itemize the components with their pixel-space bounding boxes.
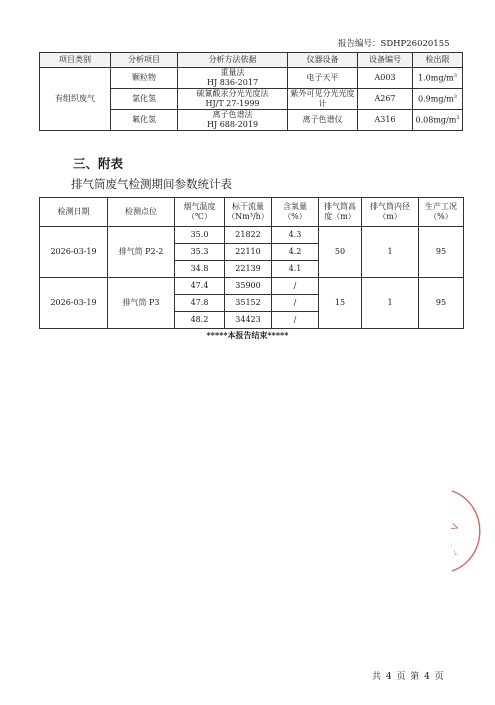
production-condition-cell: 95 <box>419 278 464 329</box>
flow-cell: 21822 <box>225 227 272 244</box>
date-cell: 2026-03-19 <box>40 278 108 329</box>
header-detection-limit: 检出限 <box>413 53 463 68</box>
header-method: 分析方法依据 <box>178 53 288 68</box>
item-cell: 颗粒物 <box>111 68 178 89</box>
category-cell: 有组织废气 <box>40 68 111 131</box>
analysis-method-table <box>39 52 463 131</box>
header-stack-diameter: 排气筒内径 （m） <box>362 198 419 227</box>
table-header-row <box>40 53 463 68</box>
flow-cell: 22110 <box>225 244 272 261</box>
temperature-cell: 35.0 <box>175 227 225 244</box>
equipment-id-cell: A003 <box>358 68 413 89</box>
method-cell: 重量法 HJ 836-2017 <box>178 68 288 89</box>
flow-cell: 22139 <box>225 261 272 278</box>
report-end-marker: *****本报告结束***** <box>206 330 289 340</box>
stack-height-cell: 50 <box>319 227 362 278</box>
header-date: 检测日期 <box>40 198 108 227</box>
production-condition-cell: 95 <box>419 227 464 278</box>
temperature-cell: 34.8 <box>175 261 225 278</box>
header-temperature: 烟气温度 （℃） <box>175 198 225 227</box>
stack-diameter-cell: 1 <box>362 278 419 329</box>
report-number: 报告编号：SDHP26020155 <box>338 39 450 49</box>
oxygen-cell: / <box>272 312 319 329</box>
oxygen-cell: / <box>272 278 319 295</box>
flow-cell: 35900 <box>225 278 272 295</box>
oxygen-cell: 4.3 <box>272 227 319 244</box>
header-item: 分析项目 <box>111 53 178 68</box>
header-flow: 标干流量 （Nm³/h） <box>225 198 272 227</box>
oxygen-cell: / <box>272 295 319 312</box>
temperature-cell: 47.4 <box>175 278 225 295</box>
svg-text:·: · <box>447 544 456 547</box>
stack-height-cell: 15 <box>319 278 362 329</box>
instrument-cell: 紫外可见分光光度计 <box>288 89 358 110</box>
header-point: 检测点位 <box>108 198 175 227</box>
method-cell: 离子色谱法 HJ 688-2019 <box>178 110 288 131</box>
header-stack-height: 排气筒高 度（m） <box>319 198 362 227</box>
flow-cell: 34423 <box>225 312 272 329</box>
header-category: 项目类别 <box>40 53 111 68</box>
header-production-condition: 生产工况 （%） <box>419 198 464 227</box>
stack-diameter-cell: 1 <box>362 227 419 278</box>
page-footer: 共 4 页 第 4 页 <box>372 672 444 682</box>
instrument-cell: 离子色谱仪 <box>288 110 358 131</box>
table-header-row <box>40 198 464 227</box>
table-row <box>40 278 464 295</box>
flow-cell: 35152 <box>225 295 272 312</box>
temperature-cell: 48.2 <box>175 312 225 329</box>
exhaust-parameter-table <box>39 197 464 329</box>
method-cell: 硫氰酸汞分光光度法 HJ/T 27-1999 <box>178 89 288 110</box>
oxygen-cell: 4.2 <box>272 244 319 261</box>
detection-limit-cell: $0.08mg/m^3$ <box>413 110 463 131</box>
seal-stamp <box>424 485 484 575</box>
svg-text:V: V <box>450 522 462 532</box>
table-row <box>40 68 463 89</box>
date-cell: 2026-03-19 <box>40 227 108 278</box>
oxygen-cell: 4.1 <box>272 261 319 278</box>
detection-limit-cell: $0.9mg/m^3$ <box>413 89 463 110</box>
equipment-id-cell: A267 <box>358 89 413 110</box>
section-title: 三、附表 <box>73 156 124 171</box>
item-cell: 氯化氢 <box>111 89 178 110</box>
instrument-cell: 电子天平 <box>288 68 358 89</box>
temperature-cell: 35.3 <box>175 244 225 261</box>
header-equipment-id: 设备编号 <box>358 53 413 68</box>
point-cell: 排气筒 P3 <box>108 278 175 329</box>
header-oxygen: 含氧量 （%） <box>272 198 319 227</box>
table-row <box>40 227 464 244</box>
point-cell: 排气筒 P2-2 <box>108 227 175 278</box>
item-cell: 氟化氢 <box>111 110 178 131</box>
detection-limit-cell: $1.0mg/m^3$ <box>413 68 463 89</box>
equipment-id-cell: A316 <box>358 110 413 131</box>
temperature-cell: 47.8 <box>175 295 225 312</box>
svg-text:⌐: ⌐ <box>451 548 460 557</box>
table-title: 排气筒废气检测期间参数统计表 <box>71 177 232 191</box>
header-instrument: 仪器设备 <box>288 53 358 68</box>
